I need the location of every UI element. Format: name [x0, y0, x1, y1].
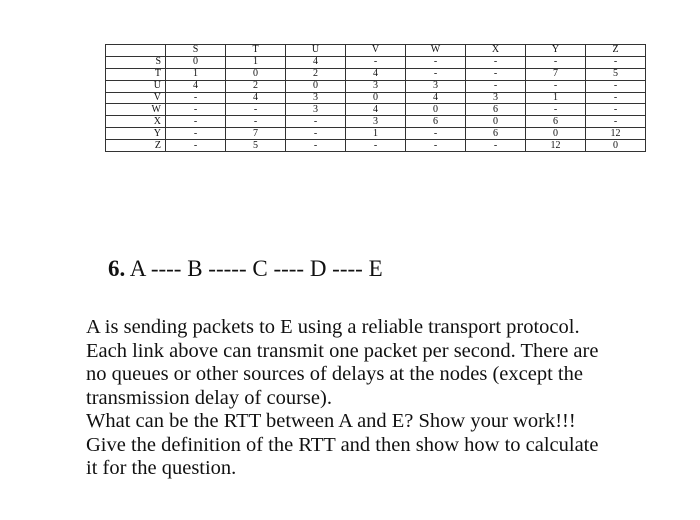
table-cell: -: [466, 56, 526, 68]
row-header: S: [106, 56, 166, 68]
table-row: [106, 128, 646, 140]
table-cell: 5: [226, 140, 286, 152]
table-row: [106, 92, 646, 104]
table-cell: 5: [586, 68, 646, 80]
table-cell: 6: [466, 128, 526, 140]
table-cell: -: [406, 140, 466, 152]
question-line: it for the question.: [86, 457, 237, 479]
column-header: U: [286, 45, 346, 57]
table-cell: -: [586, 56, 646, 68]
table-cell: 3: [346, 80, 406, 92]
table-cell: -: [166, 116, 226, 128]
table-row: [106, 80, 646, 92]
column-header: Y: [526, 45, 586, 57]
table-cell: 3: [346, 116, 406, 128]
table-cell: 7: [226, 128, 286, 140]
table-header-row: [106, 45, 646, 57]
table-cell: 3: [406, 80, 466, 92]
table-cell: 4: [406, 92, 466, 104]
question-text: [86, 316, 661, 481]
table-cell: 0: [286, 80, 346, 92]
table-cell: 6: [406, 116, 466, 128]
table-cell: 4: [286, 56, 346, 68]
table-cell: 7: [526, 68, 586, 80]
table-cell: -: [526, 80, 586, 92]
table-cell: -: [166, 128, 226, 140]
row-header: Z: [106, 140, 166, 152]
table-cell: 3: [286, 104, 346, 116]
question-title: [108, 256, 383, 282]
table-cell: 0: [346, 92, 406, 104]
table-cell: -: [226, 104, 286, 116]
column-header: X: [466, 45, 526, 57]
table-cell: 0: [466, 116, 526, 128]
table-cell: -: [586, 104, 646, 116]
table-cell: 1: [226, 56, 286, 68]
table-cell: -: [406, 56, 466, 68]
table-cell: 1: [526, 92, 586, 104]
column-header: S: [166, 45, 226, 57]
question-line: no queues or other sources of delays at the nodes (except the: [86, 363, 583, 385]
table-cell: 4: [346, 104, 406, 116]
table-row: [106, 140, 646, 152]
question-line: Give the definition of the RTT and then show how to calculate: [86, 433, 599, 456]
table-cell: 0: [406, 104, 466, 116]
table-cell: -: [166, 92, 226, 104]
network-topology: A ---- B ----- C ---- D ---- E: [129, 256, 383, 281]
table-cell: 2: [286, 68, 346, 80]
table-cell: 6: [466, 104, 526, 116]
table-cell: -: [406, 128, 466, 140]
row-header: U: [106, 80, 166, 92]
column-header: W: [406, 45, 466, 57]
row-header: W: [106, 104, 166, 116]
distance-table-container: [105, 44, 646, 152]
table-cell: 12: [586, 128, 646, 140]
table-cell: -: [226, 116, 286, 128]
table-cell: 0: [226, 68, 286, 80]
table-body: [106, 56, 646, 151]
table-cell: -: [286, 128, 346, 140]
table-corner-cell: [106, 45, 166, 57]
table-cell: 6: [526, 116, 586, 128]
table-cell: -: [406, 68, 466, 80]
column-header: T: [226, 45, 286, 57]
table-cell: 3: [466, 92, 526, 104]
table-cell: 1: [166, 68, 226, 80]
distance-table: [105, 44, 646, 152]
row-header: X: [106, 116, 166, 128]
table-cell: -: [346, 140, 406, 152]
question-number: 6.: [108, 256, 126, 281]
table-cell: -: [466, 68, 526, 80]
table-cell: 0: [526, 128, 586, 140]
table-cell: 0: [586, 140, 646, 152]
table-cell: -: [586, 92, 646, 104]
table-cell: -: [286, 140, 346, 152]
table-cell: -: [526, 104, 586, 116]
table-row: [106, 116, 646, 128]
question-line: What can be the RTT between A and E? Show your work!!!: [86, 410, 576, 432]
table-cell: 3: [286, 92, 346, 104]
table-cell: -: [466, 80, 526, 92]
table-cell: -: [346, 56, 406, 68]
row-header: T: [106, 68, 166, 80]
question-line: A is sending packets to E using a reliable transport protocol.: [86, 316, 580, 338]
table-row: [106, 104, 646, 116]
table-cell: 4: [226, 92, 286, 104]
table-row: [106, 68, 646, 80]
table-cell: -: [286, 116, 346, 128]
row-header: V: [106, 92, 166, 104]
table-cell: 2: [226, 80, 286, 92]
table-cell: -: [586, 80, 646, 92]
column-header: V: [346, 45, 406, 57]
table-cell: -: [466, 140, 526, 152]
question-line: Each link above can transmit one packet per second. There are: [86, 339, 599, 362]
table-cell: 4: [346, 68, 406, 80]
table-cell: -: [586, 116, 646, 128]
column-header: Z: [586, 45, 646, 57]
question-line: transmission delay of course).: [86, 386, 332, 409]
table-cell: 0: [166, 56, 226, 68]
table-cell: 4: [166, 80, 226, 92]
table-cell: -: [166, 104, 226, 116]
table-cell: -: [526, 56, 586, 68]
table-row: [106, 56, 646, 68]
table-cell: -: [166, 140, 226, 152]
table-cell: 1: [346, 128, 406, 140]
table-cell: 12: [526, 140, 586, 152]
row-header: Y: [106, 128, 166, 140]
